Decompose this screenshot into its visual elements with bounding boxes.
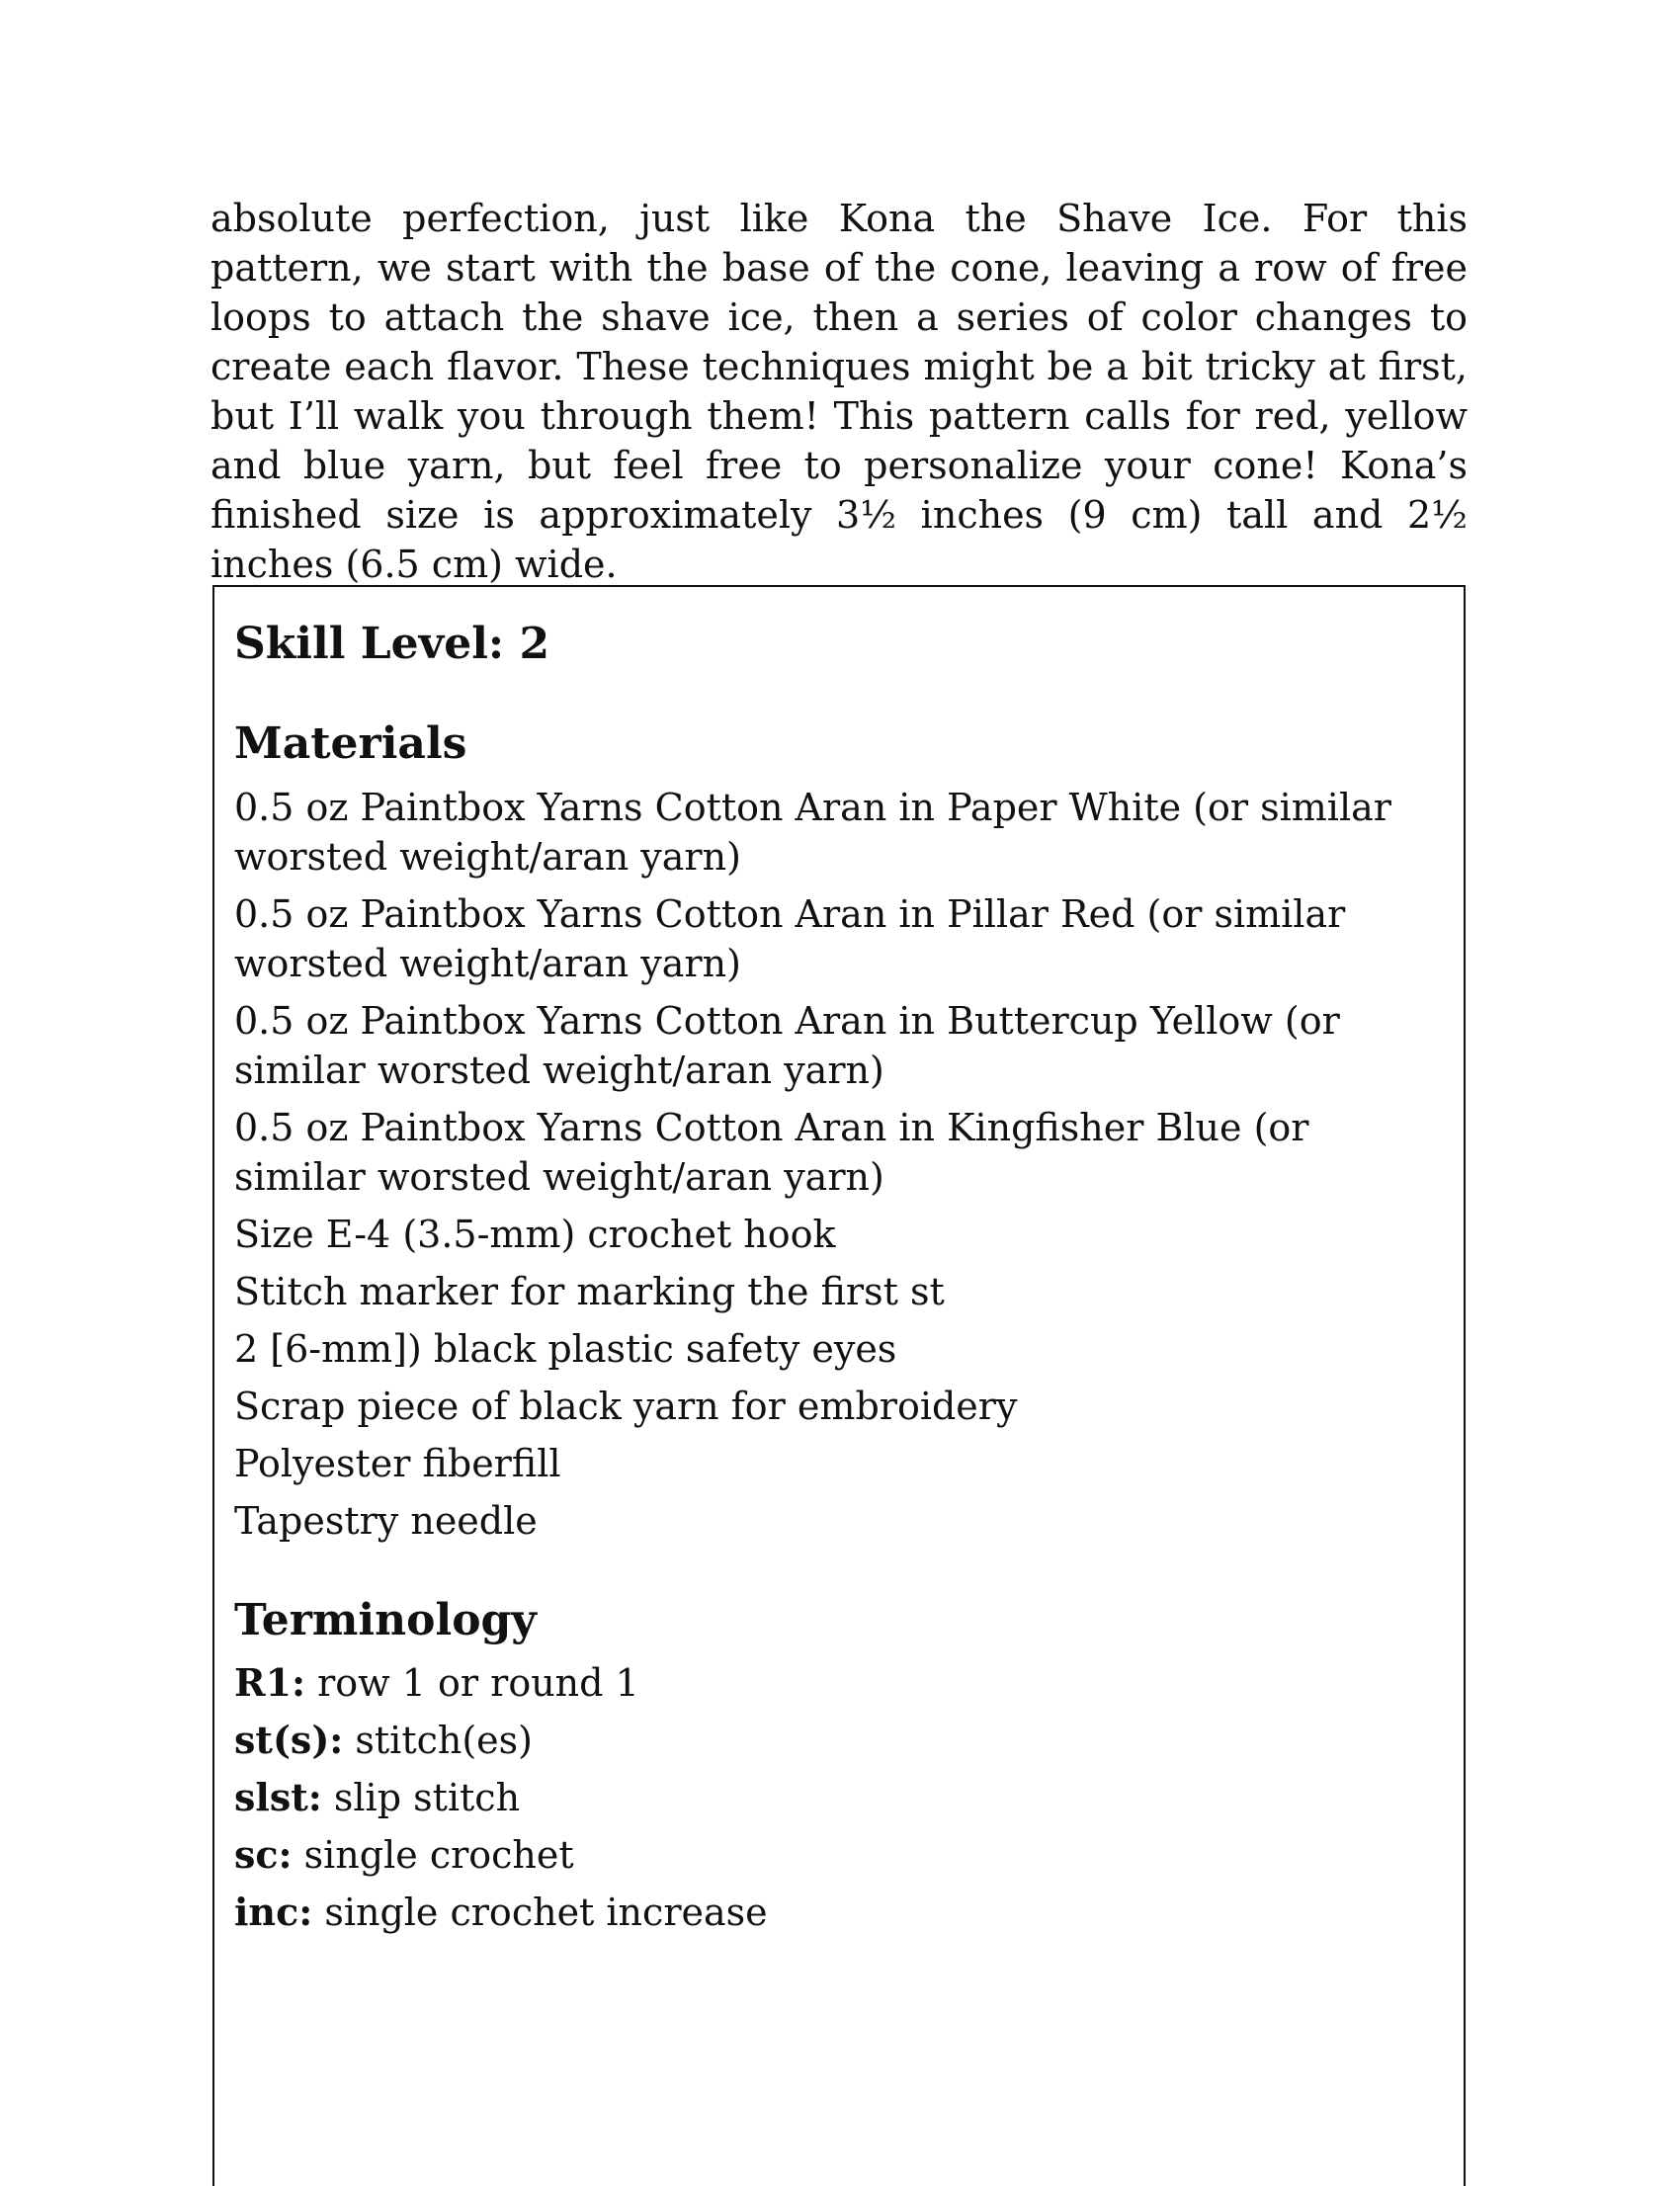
terminology-list xyxy=(234,1658,768,1945)
materials-item: 0.5 oz Paintbox Yarns Cotton Aran in Kingfisher Blue (or similar worsted weight/aran yarn) xyxy=(234,1106,1309,1199)
terminology-item xyxy=(234,1716,768,1765)
materials-item: Size E-4 (3.5-mm) crochet hook xyxy=(234,1213,836,1256)
term-definition: single crochet increase xyxy=(312,1891,768,1934)
term: R1: xyxy=(234,1660,306,1705)
materials-item: Scrap piece of black yarn for embroidery xyxy=(234,1385,1018,1428)
materials-item: 2 [6-mm]) black plastic safety eyes xyxy=(234,1327,897,1371)
terminology-item xyxy=(234,1830,768,1880)
materials-item: 0.5 oz Paintbox Yarns Cotton Aran in Buttercup Yellow (or similar worsted weight/aran yarn) xyxy=(234,999,1340,1092)
terminology-heading: Terminology xyxy=(234,1595,537,1645)
terminology-item xyxy=(234,1888,768,1937)
term-definition: single crochet xyxy=(292,1833,574,1877)
materials-item: Tapestry needle xyxy=(234,1499,538,1543)
skill-level-heading: Skill Level: 2 xyxy=(234,619,550,669)
pattern-info-box xyxy=(212,585,1466,2186)
intro-paragraph: absolute perfection, just like Kona the Shave Ice. For this pattern, we start with the base of the cone, leaving a row of free loops to attach the shave ice, then a series of color changes to create each flavor. These techniques might be a bit tricky at first, but I’ll walk you through them! This pattern calls for red, yellow and blue yarn, but feel free to personalize your cone! Kona’s finished size is approximately 3½ inches (9 cm) tall and 2½ inches (6.5 cm) wide. xyxy=(210,197,1468,586)
materials-item: Polyester fiberfill xyxy=(234,1442,561,1485)
materials-heading: Materials xyxy=(234,718,467,769)
terminology-item xyxy=(234,1658,768,1708)
materials-item: 0.5 oz Paintbox Yarns Cotton Aran in Pillar Red (or similar worsted weight/aran yarn) xyxy=(234,892,1346,985)
term: slst: xyxy=(234,1775,322,1819)
term: st(s): xyxy=(234,1718,344,1762)
terminology-item xyxy=(234,1773,768,1822)
term: sc: xyxy=(234,1832,293,1877)
term: inc: xyxy=(234,1890,313,1934)
materials-list xyxy=(234,783,1435,1554)
materials-item: Stitch marker for marking the first st xyxy=(234,1270,945,1313)
term-definition: row 1 or round 1 xyxy=(305,1661,639,1705)
term-definition: slip stitch xyxy=(321,1776,521,1819)
term-definition: stitch(es) xyxy=(343,1719,533,1762)
materials-item: 0.5 oz Paintbox Yarns Cotton Aran in Paper White (or similar worsted weight/aran yarn) xyxy=(234,786,1391,879)
